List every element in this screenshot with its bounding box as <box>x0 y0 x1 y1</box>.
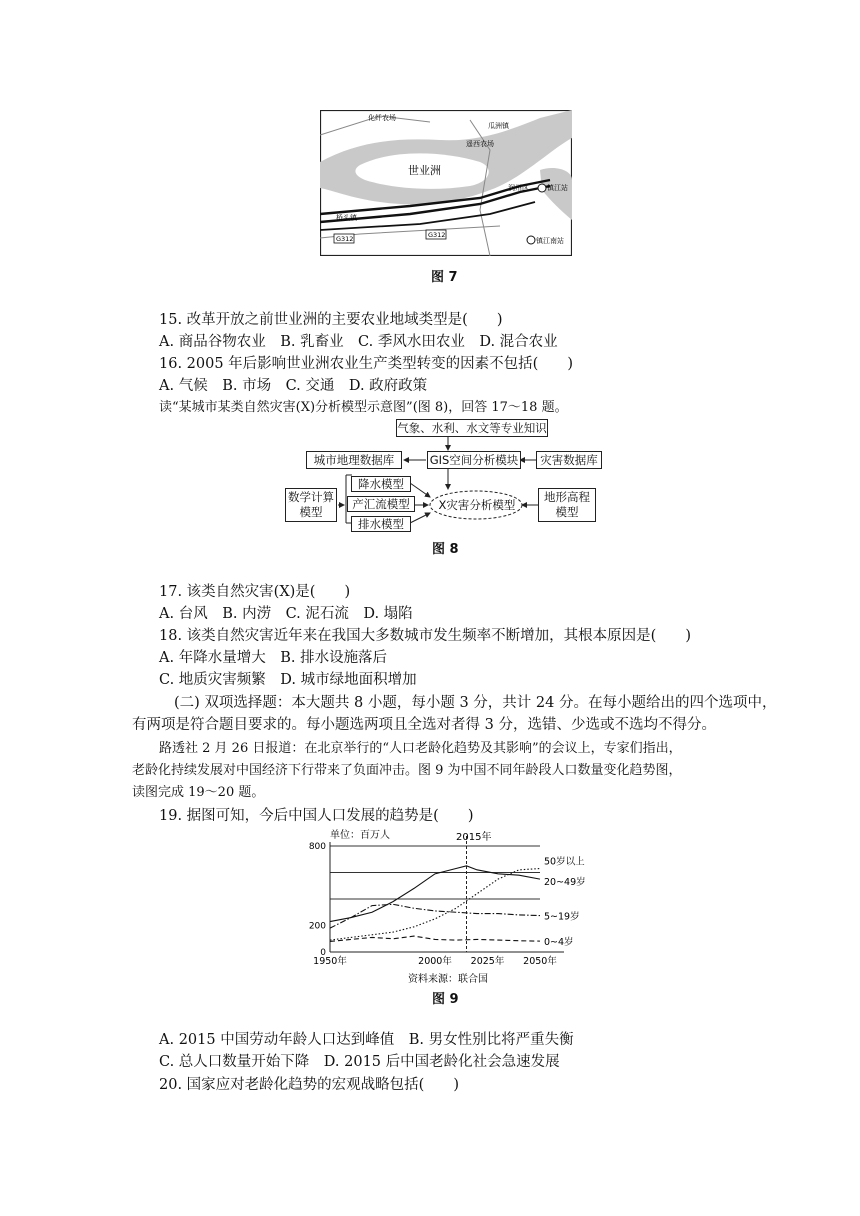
q19-opt2: C. 总人口数量开始下降 D. 2015 后中国老龄化社会急速发展 <box>159 1054 560 1070</box>
series-line-2 <box>330 904 540 928</box>
x-tick-label: 2050年 <box>523 956 557 967</box>
q15-options: A. 商品谷物农业 B. 乳畜业 C. 季风水田农业 D. 混合农业 <box>159 334 558 350</box>
station-icon <box>527 236 535 244</box>
series-line-3 <box>330 936 540 941</box>
intro-17-18: 读“某城市某类自然灾害(X)分析模型示意图”(图 8)，回答 17～18 题。 <box>159 400 568 415</box>
box-gis: GIS空间分析模块 <box>427 451 521 469</box>
series-line-0 <box>330 869 540 941</box>
box-math-model: 数学计算模型 <box>285 488 337 522</box>
q20-stem: 20. 国家应对老龄化趋势的宏观战略包括( ) <box>159 1077 459 1093</box>
section2-line1: (二) 双项选择题：本大题共 8 小题，每小题 3 分，共计 24 分。在每小题给出的四个选项中， <box>174 695 777 711</box>
figure-8-caption: 图 8 <box>432 542 459 557</box>
series-label: 0~4岁 <box>544 937 574 949</box>
box-rain-model: 降水模型 <box>351 476 411 492</box>
box-runoff-model: 产汇流模型 <box>347 496 415 512</box>
q18-opt1: A. 年降水量增大 B. 排水设施落后 <box>159 650 388 666</box>
figure-7-map <box>320 110 572 256</box>
map-label-station1: 镇江站 <box>547 184 568 192</box>
map-label-station2: 镇江南站 <box>536 237 564 245</box>
series-label: 50岁以上 <box>544 856 585 868</box>
chart-marker-label: 2015年 <box>456 832 492 843</box>
q17-stem: 17. 该类自然灾害(X)是( ) <box>159 584 351 600</box>
map-label-town1: 瓜洲镇 <box>488 122 509 130</box>
reuters-line2: 老龄化持续发展对中国经济下行带来了负面冲击。图 9 为中国不同年龄段人口数量变化趋势图， <box>132 763 682 778</box>
chart-source: 资料来源：联合国 <box>408 974 488 985</box>
section2-line2: 有两项是符合题目要求的。每小题选两项且全选对者得 3 分，选错、少选或不选均不得分。 <box>132 717 716 733</box>
map-label-island: 世业洲 <box>408 164 441 177</box>
box-knowledge: 气象、水利、水文等专业知识 <box>397 421 547 435</box>
map-label-farm2: 遥西农场 <box>466 140 494 148</box>
q16-options: A. 气候 B. 市场 C. 交通 D. 政府政策 <box>159 378 428 394</box>
map-label-road2: G312 <box>428 231 446 239</box>
series-line-1 <box>330 866 540 922</box>
box-disaster-db: 灾害数据库 <box>536 451 602 469</box>
q15-stem: 15. 改革开放之前世业洲的主要农业地域类型是( ) <box>159 312 503 328</box>
box-city-db: 城市地理数据库 <box>306 451 402 469</box>
box-terrain-model: 地形高程模型 <box>538 488 596 522</box>
series-label: 20~49岁 <box>544 877 586 889</box>
y-tick-label: 0 <box>320 948 326 958</box>
x-tick-label: 2025年 <box>470 956 505 967</box>
station-icon <box>538 184 546 192</box>
q17-options: A. 台风 B. 内涝 C. 泥石流 D. 塌陷 <box>159 606 413 622</box>
x-tick-label: 2000年 <box>418 956 452 967</box>
map-label-place: 润州区 <box>508 184 529 192</box>
map-label-road1: G312 <box>336 235 354 243</box>
x-disaster-model: X灾害分析模型 <box>438 498 516 512</box>
map-label-town2: 桥头镇 <box>336 214 357 222</box>
figure-9-chart <box>300 826 600 986</box>
chart-unit-label: 单位：百万人 <box>330 830 390 841</box>
q18-opt2: C. 地质灾害频繁 D. 城市绿地面积增加 <box>159 672 417 688</box>
x-tick-label: 1950年 <box>313 956 347 967</box>
q16-stem: 16. 2005 年后影响世业洲农业生产类型转变的因素不包括( ) <box>159 356 573 372</box>
y-tick-label: 200 <box>308 921 326 932</box>
q19-opt1: A. 2015 中国劳动年龄人口达到峰值 B. 男女性别比将严重失衡 <box>159 1032 574 1048</box>
q18-stem: 18. 该类自然灾害近年来在我国大多数城市发生频率不断增加，其根本原因是( ) <box>159 628 691 644</box>
box-drain-model: 排水模型 <box>351 516 411 532</box>
q19-stem: 19. 据图可知，今后中国人口发展的趋势是( ) <box>159 808 474 824</box>
y-tick-label: 800 <box>308 842 326 852</box>
reuters-line1: 路透社 2 月 26 日报道：在北京举行的“人口老龄化趋势及其影响”的会议上，专家们指出， <box>159 741 682 756</box>
figure-9-caption: 图 9 <box>432 992 459 1007</box>
map-label-farm1: 化纤农场 <box>368 114 396 122</box>
reuters-line3: 读图完成 19～20 题。 <box>132 785 265 800</box>
series-label: 5~19岁 <box>544 911 580 923</box>
figure-7-caption: 图 7 <box>431 270 458 285</box>
